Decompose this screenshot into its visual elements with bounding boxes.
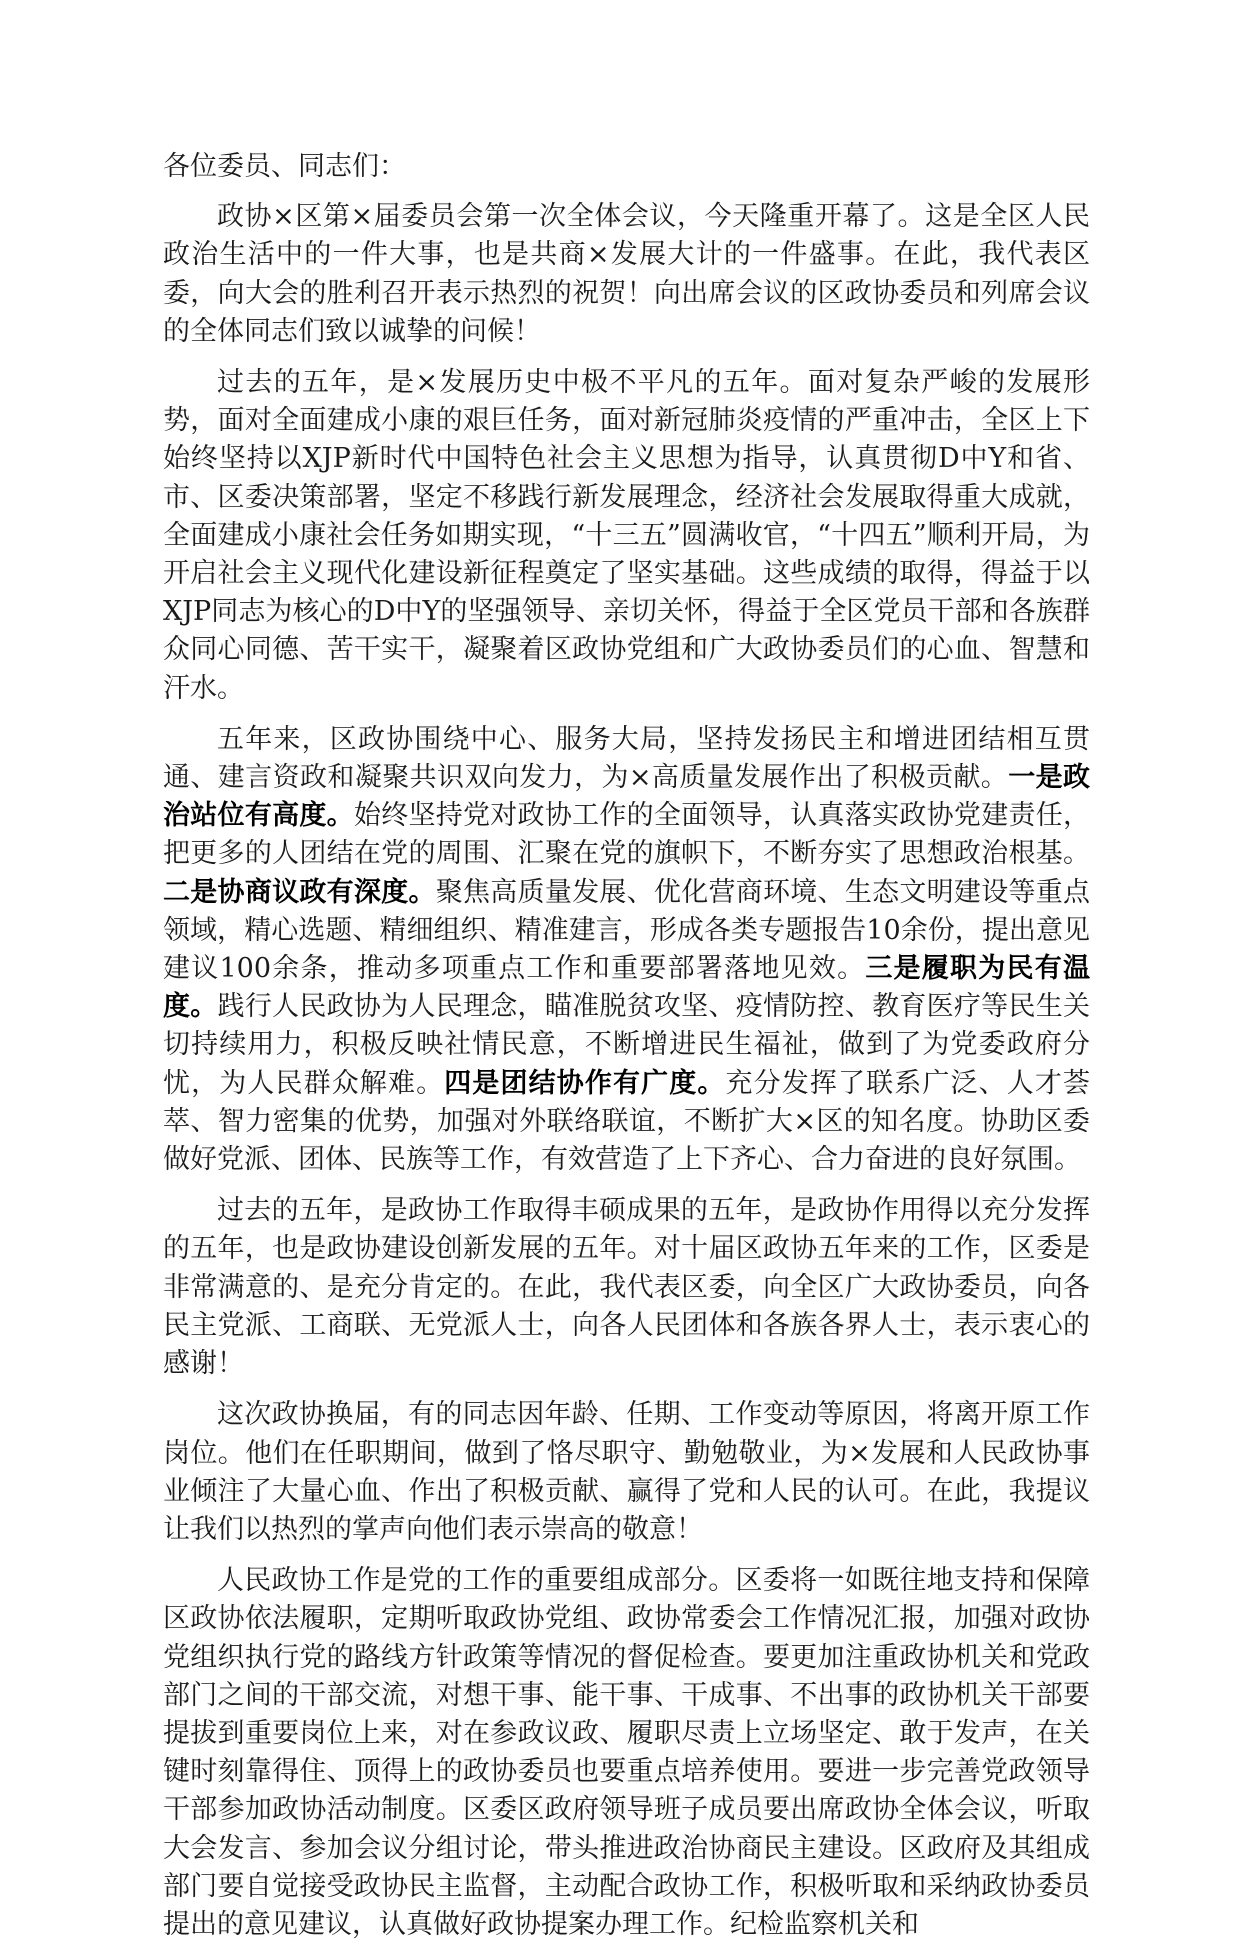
salutation: 各位委员、同志们： — [163, 151, 406, 182]
highlight-unity: 四是团结协作有广度。 — [444, 1067, 726, 1099]
highlight-serving-people: 三是履职为民有温度。 — [163, 953, 1090, 1023]
political-stance-text: 始终坚持党对政协工作的全面领导，认真落实政协党建责任，把更多的人团结在党的周围、汇聚在党的旗帜下，不断夯实了思想政治根基。 — [163, 800, 1091, 870]
paragraph-opening: 政协×区第×届委员会第一次全体会议，今天隆重开幕了。这是全区人民政治生活中的一件大事，也是共商×发展大计的一件盛事。在此，我代表区委，向大会的胜利召开表示热烈的祝贺！向出席会议的区政协委员和列席会议的全体同志们致以诚挚的问候！ — [163, 201, 1090, 347]
paragraph-achievements — [163, 721, 1090, 1179]
paragraph-thanks: 过去的五年，是政协工作取得丰硕成果的五年，是政协作用得以充分发挥的五年，也是政协建设创新发展的五年。对十届区政协五年来的工作，区委是非常满意的、是充分肯定的。在此，我代表区委，向全区广大政协委员，向各民主党派、工商联、无党派人士，向各人民团体和各族各界人士，表示衷心的感谢！ — [163, 1195, 1090, 1380]
consultation-text: 聚焦高质量发展、优化营商环境、生态文明建设等重点领域，精心选题、精细组织、精准建言，形成各类专题报告10余份，提出意见建议100余条，推动多项重点工作和重要部署落地见效。 — [163, 876, 1091, 985]
paragraph-support: 人民政协工作是党的工作的重要组成部分。区委将一如既往地支持和保障区政协依法履职，定期听取政协党组、政协常委会工作情况汇报，加强对政协党组织执行党的路线方针政策等情况的督促检查。要更加注重政协机关和党政部门之间的干部交流，对想干事、能干事、干成事、不出事的政协机关干部要提拔到重要岗位上来，对在参政议政、履职尽责上立场坚定、敢于发声，在关键时刻靠得住、顶得上的政协委员也要重点培养使用。要进一步完善党政领导干部参加政协活动制度。区委区政府领导班子成员要出席政协全体会议，听取大会发言、参加会议分组讨论，带头推进政治协商民主建设。区政府及其组成部门要自觉接受政协民主监督，主动配合政协工作，积极听取和采纳政协委员提出的意见建议，认真做好政协提案办理工作。纪检监察机关和 — [163, 1565, 1090, 1940]
paragraph-past-five-years: 过去的五年，是×发展历史中极不平凡的五年。面对复杂严峻的发展形势，面对全面建成小康的艰巨任务，面对新冠肺炎疫情的严重冲击，全区上下始终坚持以XJP新时代中国特色社会主义思想为指导，认真贯彻D中Y和省、市、区委决策部署，坚定不移践行新发展理念，经济社会发展取得重大成就，全面建成小康社会任务如期实现，“十三五”圆满收官，“十四五”顺利开局，为开启社会主义现代化建设新征程奠定了坚实基础。这些成绩的取得，得益于以XJP同志为核心的D中Y的坚强领导、亲切关怀，得益于全区党员干部和各族群众同心同德、苦干实干，凝聚着区政协党组和广大政协委员们的心血、智慧和汗水。 — [163, 367, 1090, 704]
highlight-political-stance: 一是政治站位有高度。 — [163, 762, 1090, 832]
serving-people-text: 践行人民政协为人民理念，瞄准脱贫攻坚、疫情防控、教育医疗等民生关切持续用力，积极反映社情民意，不断增进民生福祉，做到了为党委政府分忧，为人民群众解难。 — [163, 991, 1090, 1099]
document-page — [163, 148, 1090, 1957]
unity-text: 充分发挥了联系广泛、人才荟萃、智力密集的优势，加强对外联络联谊，不断扩大×区的知名度。协助区委做好党派、团体、民族等工作，有效营造了上下齐心、合力奋进的良好氛围。 — [163, 1067, 1090, 1176]
paragraph-tribute: 这次政协换届，有的同志因年龄、任期、工作变动等原因，将离开原工作岗位。他们在任职期间，做到了恪尽职守、勤勉敬业，为×发展和人民政协事业倾注了大量心血、作出了积极贡献、赢得了党和人民的认可。在此，我提议让我们以热烈的掌声向他们表示崇高的敬意！ — [163, 1399, 1090, 1545]
achievements-intro: 五年来，区政协围绕中心、服务大局，坚持发扬民主和增进团结相互贯通、建言资政和凝聚共识双向发力，为×高质量发展作出了积极贡献。 — [163, 723, 1090, 794]
highlight-consultation: 二是协商议政有深度。 — [163, 876, 436, 908]
